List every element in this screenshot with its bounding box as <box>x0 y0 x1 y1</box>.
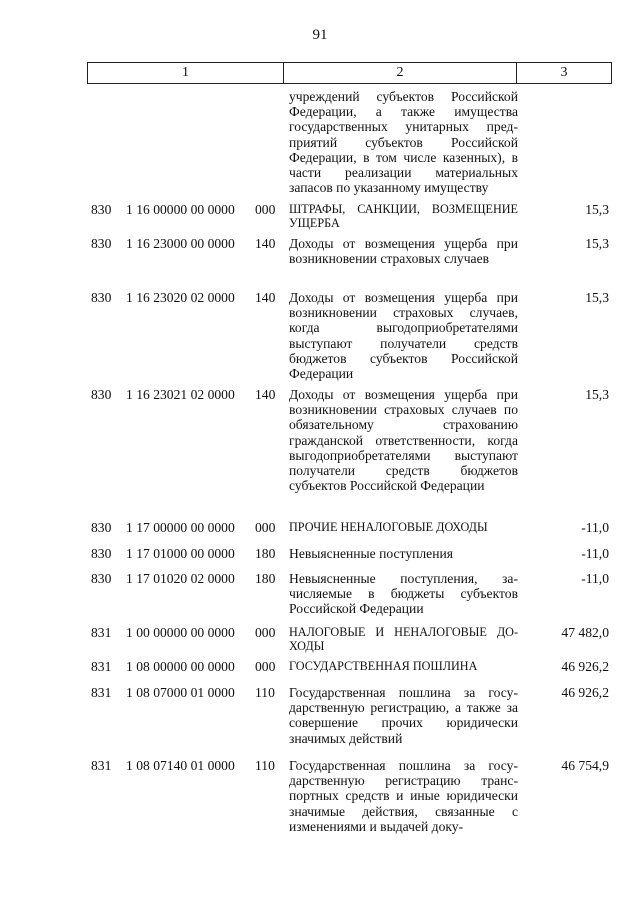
income-name: Доходы от возмещения ущерба при возникновении страховых случаев <box>289 236 518 267</box>
subtype-code: 000 <box>255 520 276 535</box>
header-col-2: 2 <box>396 65 404 80</box>
amount: 15,3 <box>585 236 609 251</box>
income-name: Невыясненные поступления <box>289 546 454 561</box>
income-name: ПРОЧИЕ НЕНАЛОГОВЫЕ ДОХОДЫ <box>289 520 488 534</box>
amount: -11,0 <box>581 546 609 561</box>
admin-code: 830 <box>91 546 112 561</box>
page-number: 91 <box>312 27 328 43</box>
header-col-1: 1 <box>182 65 189 80</box>
income-name: Доходы от возмещения ущерба при возникновении страховых случаев по обязательному страхованию гражданской ответственности, когда выгодоприобретателями выступают получатели средств бюджетов субъектов Российской Федерации <box>289 387 518 494</box>
budget-code: 1 16 00000 00 0000 <box>126 202 235 217</box>
amount: -11,0 <box>581 520 609 535</box>
admin-code: 830 <box>91 202 112 217</box>
admin-code: 830 <box>91 236 112 251</box>
budget-code: 1 16 23000 00 0000 <box>126 236 235 251</box>
admin-code: 831 <box>91 758 112 773</box>
subtype-code: 000 <box>255 659 276 674</box>
budget-code: 1 17 01020 02 0000 <box>126 571 235 586</box>
amount: 15,3 <box>585 387 609 402</box>
admin-code: 831 <box>91 625 112 640</box>
budget-code: 1 08 07000 01 0000 <box>126 685 235 700</box>
budget-code: 1 08 00000 00 0000 <box>126 659 235 674</box>
subtype-code: 140 <box>255 387 276 402</box>
income-name: ШТРАФЫ, САНКЦИИ, ВОЗМЕЩЕНИЕ УЩЕРБА <box>289 202 518 230</box>
amount: 15,3 <box>585 290 609 305</box>
table-header <box>87 62 612 84</box>
income-name: Невыясненные поступления, зачисляемые в бюджеты субъектов Российской Федерации <box>289 571 518 617</box>
income-name: ГОСУДАРСТВЕННАЯ ПОШЛИНА <box>289 659 478 673</box>
continuation-text: учреждений субъектов Российской Федерации, а также имущества государственных унитарных предприятий субъектов Российской Федерации, в том числе казенных), в части реализации материальных запасов по указанному имуществу <box>289 89 518 196</box>
amount: 47 482,0 <box>561 625 609 640</box>
admin-code: 830 <box>91 290 112 305</box>
admin-code: 831 <box>91 685 112 700</box>
admin-code: 830 <box>91 387 112 402</box>
amount: 46 754,9 <box>561 758 609 773</box>
amount: -11,0 <box>581 571 609 586</box>
income-name: НАЛОГОВЫЕ И НЕНАЛОГОВЫЕ ДОХОДЫ <box>289 625 518 653</box>
subtype-code: 110 <box>255 685 275 700</box>
amount: 46 926,2 <box>561 685 609 700</box>
budget-code: 1 16 23020 02 0000 <box>126 290 235 305</box>
subtype-code: 180 <box>255 546 276 561</box>
subtype-code: 000 <box>255 625 276 640</box>
subtype-code: 140 <box>255 290 276 305</box>
subtype-code: 140 <box>255 236 276 251</box>
admin-code: 831 <box>91 659 112 674</box>
income-name: Государственная пошлина за государственную регистрацию, а также за совершение прочих юридически значимых действий <box>289 685 518 746</box>
amount: 46 926,2 <box>561 659 609 674</box>
header-col-3: 3 <box>560 65 568 80</box>
subtype-code: 110 <box>255 758 275 773</box>
budget-code: 1 08 07140 01 0000 <box>126 758 235 773</box>
admin-code: 830 <box>91 520 112 535</box>
subtype-code: 000 <box>255 202 276 217</box>
budget-code: 1 16 23021 02 0000 <box>126 387 235 402</box>
admin-code: 830 <box>91 571 112 586</box>
income-name: Государственная пошлина за государственную регистрацию транспортных средств и иные юридически значимые действия, связанные с изменениями и выдачей доку- <box>289 758 518 834</box>
amount: 15,3 <box>585 202 609 217</box>
subtype-code: 180 <box>255 571 276 586</box>
income-name: Доходы от возмещения ущерба при возникновении страховых случаев, когда выгодоприобретателями выступают получатели средств бюджетов субъектов Российской Федерации <box>289 290 518 382</box>
budget-code: 1 17 01000 00 0000 <box>126 546 235 561</box>
budget-code: 1 00 00000 00 0000 <box>126 625 235 640</box>
budget-code: 1 17 00000 00 0000 <box>126 520 235 535</box>
